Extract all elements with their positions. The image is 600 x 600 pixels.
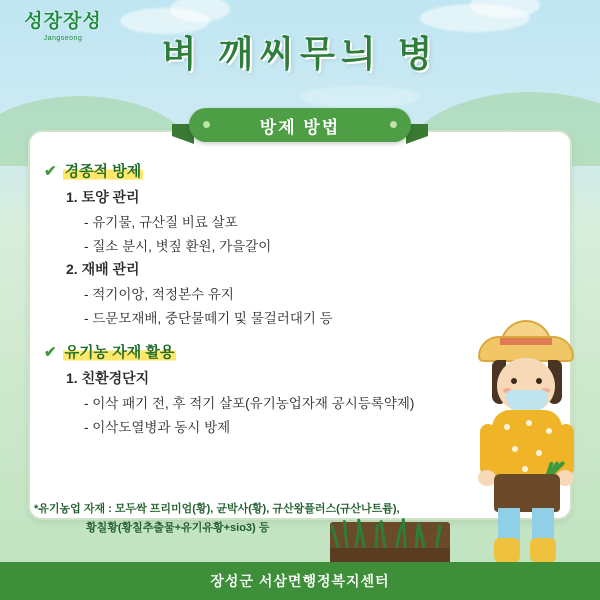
logo-text: 성장장성 bbox=[24, 11, 102, 32]
footer-label: 장성군 서삼면행정복지센터 bbox=[210, 573, 390, 589]
farmer-illustration bbox=[470, 332, 590, 572]
ribbon-label: 방제 방법 bbox=[259, 117, 341, 137]
list-item: - 유기물, 규산질 비료 살포 bbox=[84, 215, 238, 230]
list-item bbox=[66, 187, 544, 207]
list-item: - 드문모재배, 중단물떼기 및 물걸러대기 등 bbox=[84, 311, 333, 326]
section-cultivation-control bbox=[44, 160, 544, 327]
section-heading bbox=[44, 341, 544, 362]
section-organic-material-use bbox=[44, 341, 544, 436]
footer-bar bbox=[0, 562, 600, 600]
cloud-decoration bbox=[170, 0, 230, 22]
ribbon-dot-left-icon bbox=[203, 121, 210, 128]
section-heading bbox=[44, 160, 544, 181]
list-item: - 이삭 패기 전, 후 적기 살포(유기농업자재 공시등록약제) bbox=[84, 396, 415, 411]
cloud-decoration bbox=[300, 86, 420, 108]
rice-field-illustration bbox=[330, 522, 450, 564]
ribbon-dot-right-icon bbox=[390, 121, 397, 128]
list-item-label: 토양 관리 bbox=[81, 189, 140, 205]
check-icon: ✔ bbox=[44, 162, 57, 180]
footnote-line-1: *유기농업 자재 : 모두싹 프리미엄(황), 균박사(황), 규산왕플러스(규산나트륨), bbox=[34, 503, 400, 515]
logo-subtext: Jangseong bbox=[43, 35, 83, 42]
list-item-label: 친환경단지 bbox=[81, 370, 150, 386]
list-item-number: 2. bbox=[66, 261, 78, 277]
list-item-number: 1. bbox=[66, 189, 78, 205]
list-item: - 질소 분시, 볏짚 환원, 가을갈이 bbox=[84, 239, 272, 254]
section-heading-label: 유기농 자재 활용 bbox=[63, 341, 177, 362]
list-item-label: 재배 관리 bbox=[81, 261, 140, 277]
page-title: 벼 깨씨무늬 병 bbox=[161, 33, 439, 74]
list-item bbox=[66, 259, 544, 279]
list-item: - 이삭도열병과 동시 방제 bbox=[84, 420, 231, 435]
list-item-number: 1. bbox=[66, 370, 78, 386]
section-ribbon bbox=[189, 108, 411, 142]
footnote-line-2: 황칠황(황칠추출물+유기유황+sio3) 등 bbox=[86, 521, 270, 534]
content-list bbox=[44, 152, 544, 440]
section-heading-label: 경종적 방제 bbox=[63, 160, 144, 181]
check-icon: ✔ bbox=[44, 343, 57, 361]
list-item: - 적기이앙, 적정본수 유지 bbox=[84, 287, 234, 302]
